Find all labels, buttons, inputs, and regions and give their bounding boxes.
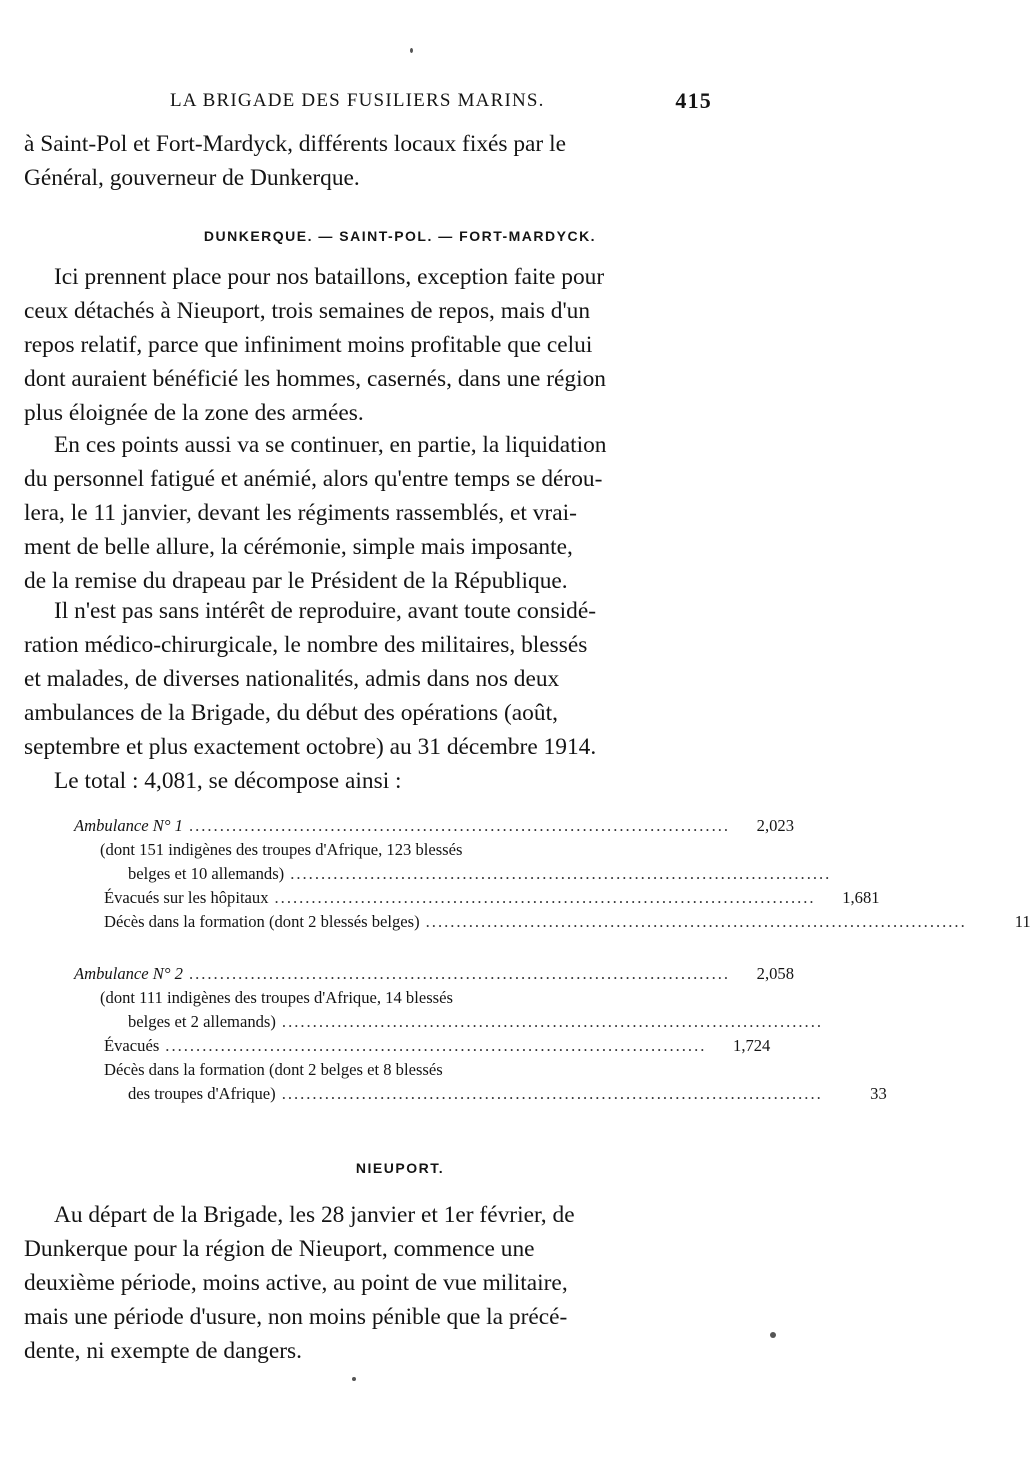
intro-paragraph	[24, 127, 726, 195]
text-line: En ces points aussi va se continuer, en partie, la liquidation	[54, 432, 607, 458]
text-line: Il n'est pas sans intérêt de reproduire, avant toute considé-	[54, 598, 597, 624]
evacuations-label: Évacués	[104, 1036, 160, 1055]
evacuations-value: 1,724	[733, 1036, 771, 1055]
text-line: Au départ de la Brigade, les 28 janvier et 1er février, de	[54, 1202, 575, 1228]
text-line: à Saint-Pol et Fort-Mardyck, différents locaux fixés par le	[24, 131, 566, 157]
text-line: du personnel fatigué et anémié, alors qu'entre temps se dérou-	[24, 466, 603, 492]
detail-text: (dont 151 indigènes des troupes d'Afrique, 123 blessés	[100, 840, 463, 859]
evacuations-label: Évacués sur les hôpitaux	[104, 888, 269, 907]
detail-row	[74, 840, 742, 864]
leader-dots: ........................................................................................	[274, 888, 816, 907]
ambulance-total: 2,058	[756, 964, 795, 983]
running-header	[24, 86, 720, 120]
detail-text: (dont 111 indigènes des troupes d'Afrique, 14 blessés	[100, 988, 453, 1007]
leader-dots: ........................................................................................	[290, 864, 832, 883]
leader-dots: ........................................................................................	[188, 816, 731, 835]
text-line: de la remise du drapeau par le Président de la République.	[24, 568, 568, 594]
scan-speck	[352, 1377, 356, 1381]
leader-dots: ........................................................................................	[281, 1012, 823, 1031]
section-heading: DUNKERQUE. — SAINT-POL. — FORT-MARDYCK.	[203, 228, 597, 244]
deaths-row	[74, 912, 1031, 936]
paragraph-statistics	[24, 594, 726, 798]
text-line: ambulances de la Brigade, du début des opérations (août,	[24, 700, 558, 726]
page-number: 415	[675, 88, 712, 113]
ambulance-2-table	[74, 964, 887, 1108]
text-line: Le total : 4,081, se décompose ainsi :	[54, 768, 402, 794]
detail-text: belges et 10 allemands)	[128, 864, 285, 883]
text-line: ceux détachés à Nieuport, trois semaines de repos, mais d'un	[24, 298, 591, 324]
text-line: Dunkerque pour la région de Nieuport, commence une	[24, 1236, 535, 1262]
ambulance-total: 2,023	[756, 816, 795, 835]
text-line: dont auraient bénéficié les hommes, casernés, dans une région	[24, 366, 606, 392]
leader-dots: ........................................................................................	[425, 912, 967, 931]
deaths-value: 33	[870, 1084, 887, 1103]
text-line: Général, gouverneur de Dunkerque.	[24, 165, 360, 191]
evacuations-row	[74, 888, 880, 912]
leader-dots: ........................................................................................	[188, 964, 731, 983]
text-line: dente, ni exempte de dangers.	[24, 1338, 302, 1364]
leader-dots: ........................................................................................	[281, 1084, 823, 1103]
section-heading: NIEUPORT.	[355, 1160, 445, 1176]
text-line: mais une période d'usure, non moins pénible que la précé-	[24, 1304, 568, 1330]
ambulance-label: Ambulance N° 2	[74, 964, 183, 983]
deaths-label: Décès dans la formation (dont 2 belges et 8 blessés	[104, 1060, 443, 1079]
text-line: et malades, de diverses nationalités, admis dans nos deux	[24, 666, 560, 692]
paragraph-nieuport	[24, 1198, 726, 1368]
deaths-row	[74, 1060, 742, 1084]
deaths-label: des troupes d'Afrique)	[128, 1084, 276, 1103]
deaths-row	[74, 1084, 887, 1108]
text-line: Ici prennent place pour nos bataillons, exception faite pour	[54, 264, 605, 290]
running-title: LA BRIGADE DES FUSILIERS MARINS.	[170, 90, 545, 111]
paragraph-liquidation	[24, 428, 726, 598]
text-line: ration médico-chirurgicale, le nombre des militaires, blessés	[24, 632, 588, 658]
scan-speck	[770, 1332, 776, 1338]
detail-text: belges et 2 allemands)	[128, 1012, 276, 1031]
text-line: repos relatif, parce que infiniment moins profitable que celui	[24, 332, 593, 358]
text-line: deuxième période, moins active, au point de vue militaire,	[24, 1270, 568, 1296]
text-line: plus éloignée de la zone des armées.	[24, 400, 364, 426]
ambulance-label: Ambulance N° 1	[74, 816, 183, 835]
deaths-value: 11	[1014, 912, 1031, 931]
scan-speck	[410, 48, 413, 53]
detail-row	[74, 1012, 823, 1036]
evacuations-row	[74, 1036, 771, 1060]
text-line: septembre et plus exactement octobre) au 31 décembre 1914.	[24, 734, 597, 760]
detail-row	[74, 864, 832, 888]
ambulance-total-row	[74, 816, 795, 840]
paragraph-repos	[24, 260, 726, 430]
leader-dots: ........................................................................................	[165, 1036, 707, 1055]
text-line: ment de belle allure, la cérémonie, simple mais imposante,	[24, 534, 573, 560]
text-line: lera, le 11 janvier, devant les régiments rassemblés, et vrai-	[24, 500, 577, 526]
evacuations-value: 1,681	[842, 888, 880, 907]
deaths-label: Décès dans la formation (dont 2 blessés belges)	[104, 912, 420, 931]
ambulance-1-table	[74, 816, 1031, 936]
ambulance-total-row	[74, 964, 795, 988]
detail-row	[74, 988, 742, 1012]
